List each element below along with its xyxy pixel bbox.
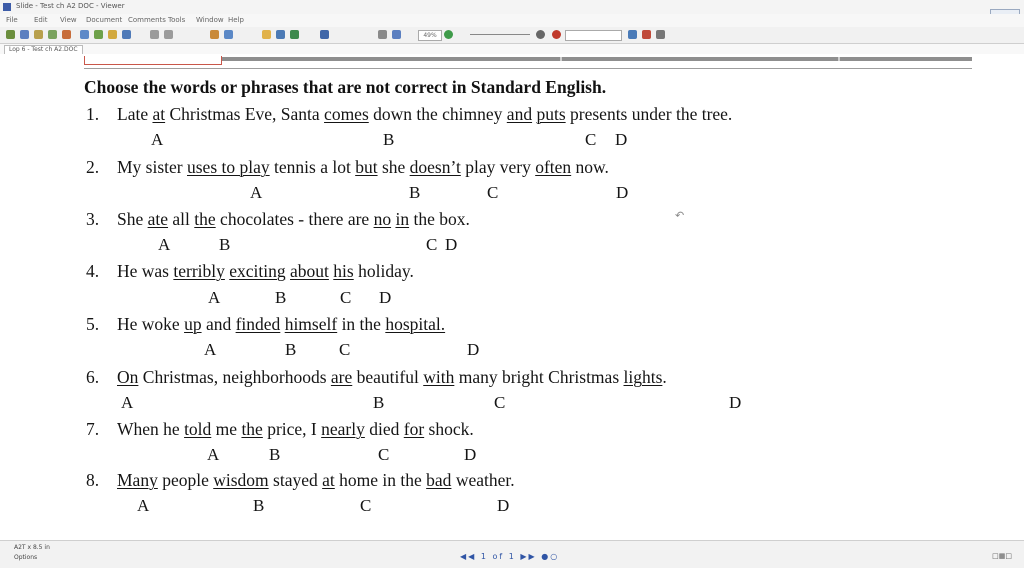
question-text: down the chimney	[368, 104, 507, 124]
option-c-word[interactable]: himself	[284, 314, 338, 334]
option-a-word[interactable]: at	[152, 104, 166, 124]
question-1	[117, 104, 732, 125]
option-d-label: D	[729, 393, 742, 412]
question-number: 3.	[86, 209, 100, 229]
option-d-label: D	[379, 288, 392, 307]
question-3	[117, 209, 470, 230]
option-a-word[interactable]: terribly	[173, 261, 225, 281]
tab-document[interactable]: Lop 6 - Test ch A2.DOC	[4, 45, 83, 55]
option-d-word[interactable]: hospital.	[385, 314, 446, 334]
question-text: Late	[117, 104, 153, 124]
option-b-label: B	[409, 183, 421, 202]
option-c-word[interactable]: about	[290, 261, 329, 281]
option-d-word[interactable]: puts	[536, 104, 566, 124]
question-text: all	[168, 209, 195, 229]
menu-edit[interactable]: Edit	[34, 16, 48, 24]
question-text: .	[662, 367, 667, 387]
option-c-label: C	[585, 130, 597, 149]
options-button[interactable]: Options	[14, 554, 38, 561]
option-c-word[interactable]: nearly	[321, 419, 365, 439]
option-c-label: C	[494, 393, 506, 412]
question-text: tennis a lot	[269, 157, 356, 177]
option-c-label: C	[340, 288, 352, 307]
option-c-word[interactable]: with	[423, 367, 455, 387]
question-text: Christmas Eve, Santa	[165, 104, 325, 124]
question-text: My sister	[117, 157, 187, 177]
question-number: 8.	[86, 470, 100, 490]
option-a-word[interactable]: Many	[117, 470, 158, 490]
question-text: she	[377, 157, 410, 177]
next-page-icon[interactable]: ▶▶	[520, 552, 537, 561]
option-d-word[interactable]: bad	[426, 470, 452, 490]
question-text: the box.	[409, 209, 470, 229]
question-5	[117, 314, 445, 335]
option-b-label: B	[275, 288, 287, 307]
question-text: weather.	[451, 470, 515, 490]
question-text: chocolates - there are	[215, 209, 374, 229]
option-b-label: B	[219, 235, 231, 254]
first-page-icon[interactable]: ◀◀	[460, 552, 477, 561]
option-b-label: B	[269, 445, 281, 464]
question-2	[117, 157, 609, 178]
option-c-label: C	[378, 445, 390, 464]
option-a-label: A	[207, 445, 220, 464]
option-d-word[interactable]: often	[535, 157, 572, 177]
question-text: When he	[117, 419, 185, 439]
option-c-label: C	[426, 235, 438, 254]
menu-help[interactable]: Help	[228, 16, 244, 24]
option-a-label: A	[137, 496, 150, 515]
option-b-word[interactable]: but	[355, 157, 378, 177]
question-4	[117, 261, 414, 282]
option-b-word[interactable]: the	[194, 209, 216, 229]
option-b-label: B	[373, 393, 385, 412]
option-d-label: D	[464, 445, 477, 464]
question-number: 7.	[86, 419, 100, 439]
option-b-label: B	[383, 130, 395, 149]
option-a-label: A	[208, 288, 221, 307]
option-b-word[interactable]: exciting	[229, 261, 286, 281]
play-icon[interactable]: ●○	[541, 552, 560, 561]
question-number: 1.	[86, 104, 100, 124]
question-8	[117, 470, 515, 491]
option-a-word[interactable]: On	[117, 367, 139, 387]
option-d-label: D	[467, 340, 480, 359]
option-d-word[interactable]: lights	[623, 367, 663, 387]
question-text: many bright Christmas	[454, 367, 624, 387]
view-mode-icons[interactable]: □▦□	[992, 552, 1012, 560]
option-a-label: A	[204, 340, 217, 359]
option-a-label: A	[250, 183, 263, 202]
question-text: price, I	[262, 419, 322, 439]
option-b-word[interactable]: the	[241, 419, 263, 439]
question-number: 6.	[86, 367, 100, 387]
question-text: play very	[460, 157, 536, 177]
menu-window[interactable]: Window	[196, 16, 224, 24]
question-number: 4.	[86, 261, 100, 281]
question-text: me	[211, 419, 242, 439]
question-text: people	[157, 470, 214, 490]
zoom-field[interactable]: 49%	[418, 30, 442, 41]
question-text: stayed	[268, 470, 323, 490]
question-text: beautiful	[352, 367, 424, 387]
page-size-readout: A2T x 8.5 in	[14, 544, 50, 551]
question-text: in the	[337, 314, 386, 334]
question-6	[117, 367, 667, 388]
option-b-word[interactable]: finded	[235, 314, 281, 334]
option-b-word[interactable]: wisdom	[213, 470, 269, 490]
option-a-word[interactable]: ate	[147, 209, 169, 229]
option-d-label: D	[497, 496, 510, 515]
option-a-word[interactable]: up	[184, 314, 202, 334]
question-number: 5.	[86, 314, 100, 334]
question-7	[117, 419, 474, 440]
question-text: and	[201, 314, 236, 334]
question-text: shock.	[424, 419, 474, 439]
menu-tools[interactable]: Tools	[168, 16, 186, 24]
option-d-label: D	[445, 235, 458, 254]
option-a-word[interactable]: uses to play	[187, 157, 270, 177]
option-c-word[interactable]: doesn’t	[409, 157, 461, 177]
window-title: Slide - Test ch A2 DOC - Viewer	[16, 2, 125, 10]
option-a-word[interactable]: told	[184, 419, 212, 439]
option-c-label: C	[360, 496, 372, 515]
option-d-word[interactable]: his	[333, 261, 354, 281]
menu-comments[interactable]: Comments	[128, 16, 166, 24]
option-b-word[interactable]: comes	[324, 104, 369, 124]
page-counter[interactable]: 1 of 1	[480, 552, 516, 561]
question-text: He woke	[117, 314, 185, 334]
question-number: 2.	[86, 157, 100, 177]
option-c-label: C	[487, 183, 499, 202]
option-a-label: A	[151, 130, 164, 149]
status-bar	[0, 540, 1024, 568]
question-text: She	[117, 209, 148, 229]
question-text: presents under the tree.	[565, 104, 733, 124]
option-b-label: B	[285, 340, 297, 359]
option-b-label: B	[253, 496, 265, 515]
option-d-label: D	[615, 130, 628, 149]
menu-document[interactable]: Document	[86, 16, 123, 24]
option-a-label: A	[121, 393, 134, 412]
question-text: He was	[117, 261, 174, 281]
mouse-cursor-icon: ↶	[675, 209, 685, 222]
option-d-word[interactable]: for	[403, 419, 425, 439]
option-d-word[interactable]: in	[395, 209, 410, 229]
question-text: died	[364, 419, 404, 439]
question-text: holiday.	[353, 261, 414, 281]
option-c-word[interactable]: at	[322, 470, 335, 490]
menu-file[interactable]: File	[6, 16, 18, 24]
page-navigation	[460, 552, 559, 561]
question-text: now.	[571, 157, 609, 177]
option-d-label: D	[616, 183, 629, 202]
question-text: Christmas, neighborhoods	[138, 367, 331, 387]
option-b-word[interactable]: are	[330, 367, 353, 387]
option-c-label: C	[339, 340, 351, 359]
worksheet-heading: Choose the words or phrases that are not correct in Standard English.	[84, 77, 607, 97]
option-c-word[interactable]: and	[506, 104, 533, 124]
question-text: home in the	[334, 470, 427, 490]
option-c-word[interactable]: no	[373, 209, 392, 229]
option-a-label: A	[158, 235, 171, 254]
menu-view[interactable]: View	[60, 16, 77, 24]
